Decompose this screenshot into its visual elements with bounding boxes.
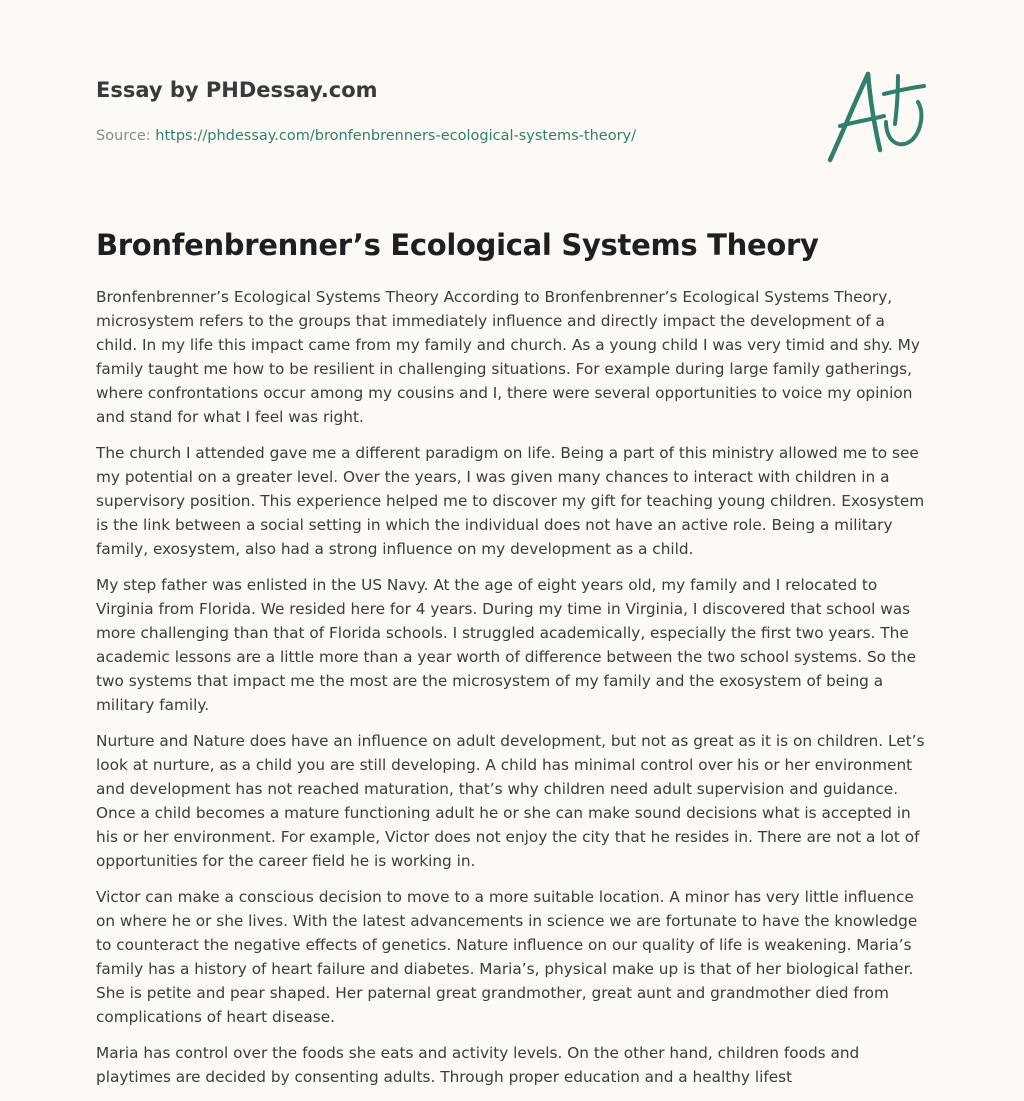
essay-title: Bronfenbrenner’s Ecological Systems Theory: [96, 228, 819, 262]
essay-paragraph-5: Victor can make a conscious decision to move to a more suitable location. A minor has very little influence on where he or she lives. With the latest advancements in science we are fortunate to have the knowledge to counteract the negative effects of genetics. Nature influence on our quality of life is weakening. Maria’s family has a history of heart failure and diabetes. Maria’s, physical make up is that of her biological father. She is petite and pear shaped. Her paternal great grandmother, great aunt and grandmother died from complications of heart disease.: [96, 888, 918, 1026]
source-line: [96, 126, 796, 146]
essay-paragraph-2: The church I attended gave me a different paradigm on life. Being a part of this ministry allowed me to see my potential on a greater level. Over the years, I was given many chances to interact with children in a supervisory position. This experience helped me to discover my gift for teaching young children. Exosystem is the link between a social setting in which the individual does not have an active role. Being a military family, exosystem, also had a strong influence on my development as a child.: [96, 444, 925, 558]
essay-paragraph-6: Maria has control over the foods she eats and activity levels. On the other hand, children foods and playtimes are decided by consenting adults. Through proper education and a healthy lifest: [96, 1044, 860, 1086]
site-title: Essay by PHDessay.com: [96, 78, 378, 102]
essay-paragraph-4: Nurture and Nature does have an influence on adult development, but not as great as it is on children. Let’s look at nurture, as a child you are still developing. A child has minimal control over his or her environment and development has not reached maturation, that’s why children need adult supervision and guidance. Once a child becomes a mature functioning adult he or she can make sound decisions what is accepted in his or her environment. For example, Victor does not enjoy the city that he resides in. There are not a lot of opportunities for the career field he is working in.: [96, 732, 925, 870]
essay-paragraph-3: My step father was enlisted in the US Navy. At the age of eight years old, my family and I relocated to Virginia from Florida. We resided here for 4 years. During my time in Virginia, I discovered that school was more challenging than that of Florida schools. I struggled academically, especially the first two years. The academic lessons are a little more than a year worth of difference between the two school systems. So the two systems that impact me the most are the microsystem of my family and the exosystem of being a military family.: [96, 576, 916, 714]
essay-paragraph-1: Bronfenbrenner’s Ecological Systems Theory According to Bronfenbrenner’s Ecological Systems Theory, microsystem refers to the groups that immediately influence and directly impact the development of a child. In my life this impact came from my family and church. As a young child I was very timid and shy. My family taught me how to be resilient in challenging situations. For example during large family gatherings, where confrontations occur among my cousins and I, there were several opportunities to voice my opinion and stand for what I feel was right.: [96, 288, 920, 426]
source-label: Source:: [96, 128, 151, 144]
page-header: [96, 76, 796, 146]
a-plus-grade-icon: [820, 64, 930, 168]
essay-content: [96, 226, 930, 1101]
source-link[interactable]: https://phdessay.com/bronfenbrenners-ecological-systems-theory/: [155, 128, 637, 144]
